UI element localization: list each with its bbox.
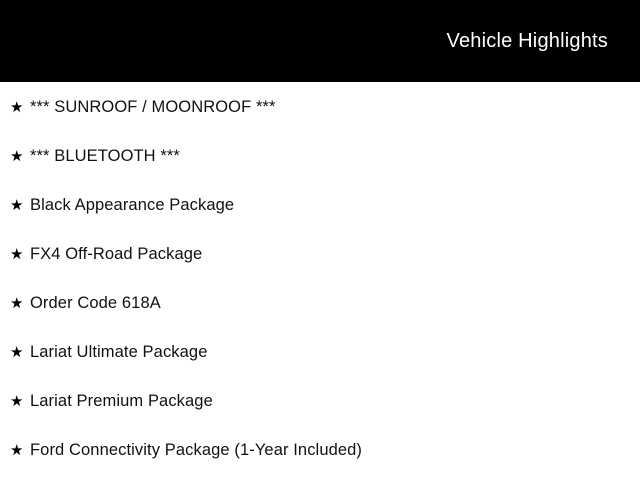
- list-item-label: *** SUNROOF / MOONROOF ***: [30, 98, 276, 116]
- list-item-label: *** BLUETOOTH ***: [30, 147, 180, 165]
- list-item-label: Ford Connectivity Package (1-Year Included): [30, 441, 363, 459]
- list-item: [0, 390, 640, 439]
- list-item-label: Lariat Ultimate Package: [30, 343, 208, 361]
- list-item: [0, 243, 640, 292]
- star-icon: ★: [10, 393, 24, 410]
- star-icon: ★: [10, 442, 24, 459]
- star-icon: ★: [10, 99, 24, 116]
- star-icon: ★: [10, 295, 24, 312]
- header-bar: [0, 0, 640, 82]
- star-icon: ★: [10, 344, 24, 361]
- highlights-list: [0, 82, 640, 488]
- list-item: [0, 341, 640, 390]
- star-icon: ★: [10, 197, 24, 214]
- list-item-label: Black Appearance Package: [30, 196, 235, 214]
- list-item: [0, 194, 640, 243]
- list-item: [0, 145, 640, 194]
- page-title: Vehicle Highlights: [446, 30, 608, 52]
- list-item-label: FX4 Off-Road Package: [30, 245, 203, 263]
- list-item: [0, 96, 640, 145]
- list-item-label: Lariat Premium Package: [30, 392, 213, 410]
- star-icon: ★: [10, 246, 24, 263]
- list-item: [0, 292, 640, 341]
- star-icon: ★: [10, 148, 24, 165]
- list-item-label: Order Code 618A: [30, 294, 161, 312]
- list-item: [0, 439, 640, 488]
